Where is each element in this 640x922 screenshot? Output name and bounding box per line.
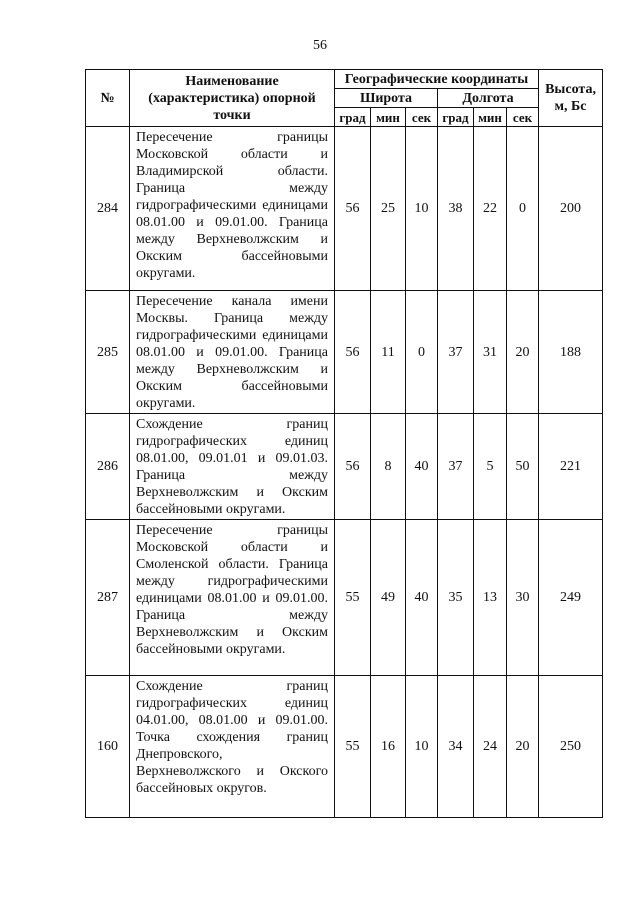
header-height: Высота, м, Бс bbox=[539, 70, 603, 127]
header-lon-sec: сек bbox=[507, 108, 539, 127]
lon-sec: 20 bbox=[507, 676, 539, 818]
lat-sec: 10 bbox=[406, 127, 438, 291]
lat-sec: 0 bbox=[406, 291, 438, 414]
height-value: 200 bbox=[539, 127, 603, 291]
lat-min: 16 bbox=[371, 676, 406, 818]
lon-deg: 34 bbox=[438, 676, 474, 818]
row-number: 286 bbox=[86, 414, 130, 520]
lon-sec: 50 bbox=[507, 414, 539, 520]
table-row bbox=[86, 291, 603, 414]
lon-sec: 20 bbox=[507, 291, 539, 414]
header-name: Наименование (характеристика) опорной точки bbox=[130, 70, 335, 127]
lat-deg: 56 bbox=[335, 291, 371, 414]
lat-sec: 40 bbox=[406, 520, 438, 676]
point-description: Пересечение границы Московской области и Владимирской области. Граница между гидрографическими единицами 08.01.00 и 09.01.00. Граница между Верхневолжским и Окским бассейновыми округами. bbox=[130, 127, 335, 291]
lon-deg: 38 bbox=[438, 127, 474, 291]
point-description: Пересечение канала имени Москвы. Граница между гидрографическими единицами 08.01.00 и 09.01.00. Граница между Верхневолжским и Окским бассейновыми округами. bbox=[130, 291, 335, 414]
row-number: 287 bbox=[86, 520, 130, 676]
header-latitude: Широта bbox=[335, 89, 438, 108]
lat-min: 49 bbox=[371, 520, 406, 676]
header-num: № bbox=[86, 70, 130, 127]
height-value: 188 bbox=[539, 291, 603, 414]
point-description: Схождение границ гидрографических единиц 04.01.00, 08.01.00 и 09.01.00. Точка схождения границ Днепровского, Верхневолжского и Окского бассейновых округов. bbox=[130, 676, 335, 818]
lon-min: 22 bbox=[474, 127, 507, 291]
page-number: 56 bbox=[313, 38, 327, 53]
header-geo-coordinates: Географические координаты bbox=[335, 70, 539, 89]
table-row bbox=[86, 520, 603, 676]
lat-deg: 56 bbox=[335, 414, 371, 520]
header-lat-min: мин bbox=[371, 108, 406, 127]
lat-sec: 40 bbox=[406, 414, 438, 520]
lat-deg: 55 bbox=[335, 520, 371, 676]
header-lat-deg: град bbox=[335, 108, 371, 127]
lon-min: 31 bbox=[474, 291, 507, 414]
header-longitude: Долгота bbox=[438, 89, 539, 108]
lat-deg: 56 bbox=[335, 127, 371, 291]
lon-deg: 35 bbox=[438, 520, 474, 676]
table-body bbox=[86, 127, 603, 818]
table-header bbox=[86, 70, 603, 127]
reference-points-table bbox=[85, 69, 603, 818]
header-lon-min: мин bbox=[474, 108, 507, 127]
table-row bbox=[86, 414, 603, 520]
lat-min: 11 bbox=[371, 291, 406, 414]
lon-min: 5 bbox=[474, 414, 507, 520]
row-number: 285 bbox=[86, 291, 130, 414]
lon-deg: 37 bbox=[438, 291, 474, 414]
height-value: 250 bbox=[539, 676, 603, 818]
lat-sec: 10 bbox=[406, 676, 438, 818]
table-row bbox=[86, 127, 603, 291]
lat-min: 25 bbox=[371, 127, 406, 291]
height-value: 249 bbox=[539, 520, 603, 676]
lat-deg: 55 bbox=[335, 676, 371, 818]
row-number: 160 bbox=[86, 676, 130, 818]
header-lon-deg: град bbox=[438, 108, 474, 127]
table-row bbox=[86, 676, 603, 818]
lon-sec: 0 bbox=[507, 127, 539, 291]
lon-min: 13 bbox=[474, 520, 507, 676]
height-value: 221 bbox=[539, 414, 603, 520]
point-description: Схождение границ гидрографических единиц 08.01.00, 09.01.01 и 09.01.03. Граница между Верхневолжским и Окским бассейновыми округами. bbox=[130, 414, 335, 520]
lon-deg: 37 bbox=[438, 414, 474, 520]
lon-min: 24 bbox=[474, 676, 507, 818]
lon-sec: 30 bbox=[507, 520, 539, 676]
lat-min: 8 bbox=[371, 414, 406, 520]
row-number: 284 bbox=[86, 127, 130, 291]
point-description: Пересечение границы Московской области и Смоленской области. Граница между гидрографическими единицами 08.01.00 и 09.01.00. Граница между Верхневолжским и Окским бассейновыми округами. bbox=[130, 520, 335, 676]
header-lat-sec: сек bbox=[406, 108, 438, 127]
